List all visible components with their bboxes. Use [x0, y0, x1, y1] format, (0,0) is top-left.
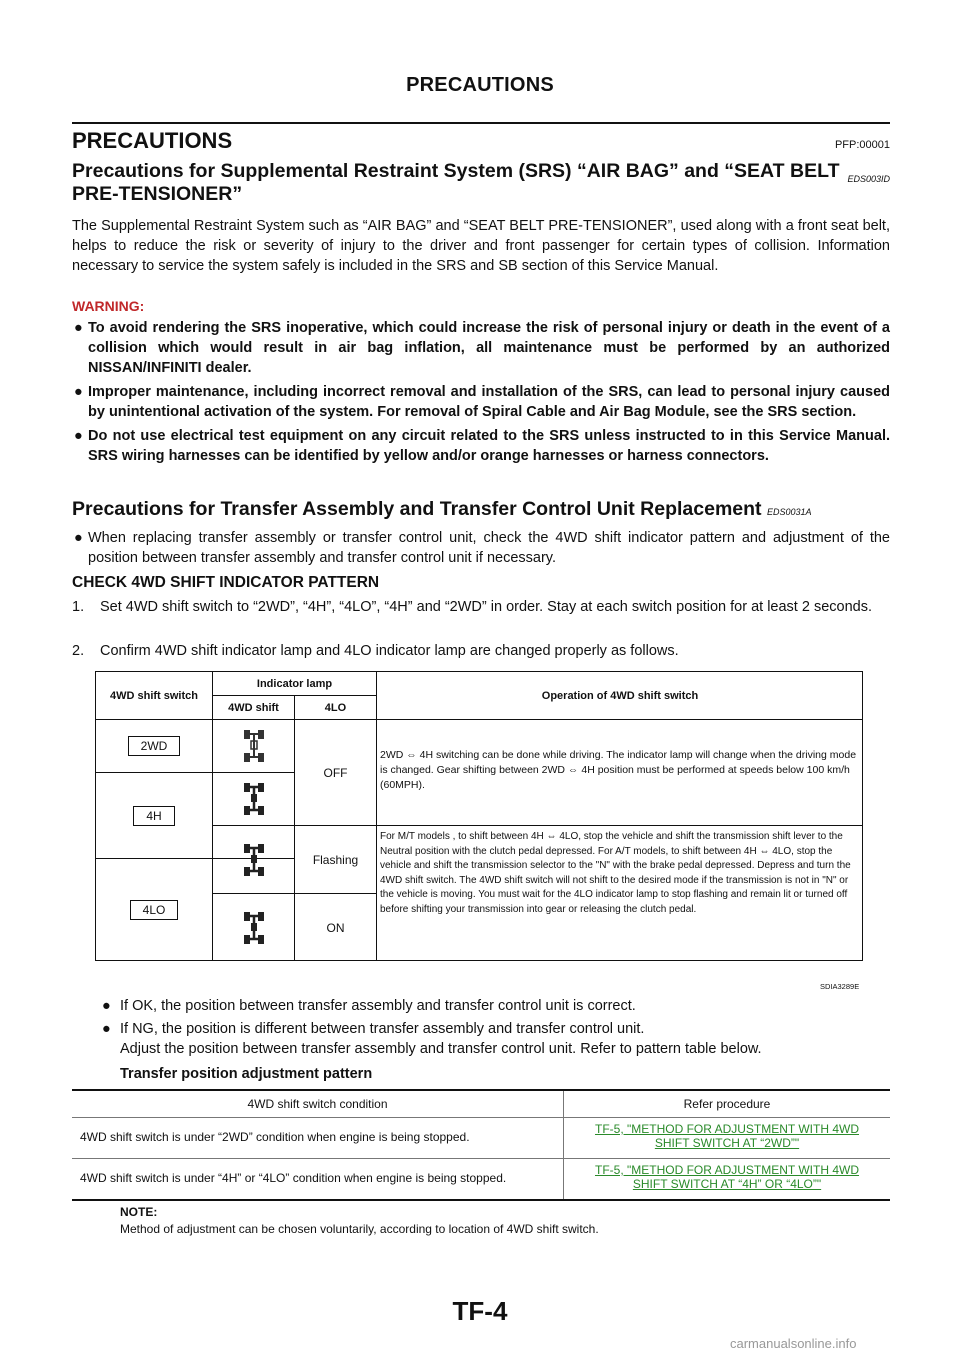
indicator-figure	[95, 671, 863, 961]
col-operation-header: Operation of 4WD shift switch	[377, 672, 863, 720]
col-condition-header: 4WD shift switch condition	[72, 1091, 564, 1117]
drivetrain-2wd-icon	[239, 726, 269, 766]
shift-icon-cell-1	[213, 720, 295, 773]
table-row	[72, 1159, 890, 1201]
switch-4h-cell	[96, 773, 213, 859]
srs-intro: The Supplemental Restraint System such as “AIR BAG” and “SEAT BELT PRE-TENSIONER”, used along with a front seat belt, helps to reduce the risk or severity of injury to the driver and front passenger for certain types of collision. Information necessary to service the system safely is included in the SRS and SB section of this Service Manual.	[72, 218, 890, 274]
srs-heading	[72, 160, 890, 206]
step-2: 2. Confirm 4WD shift indicator lamp and 4LO indicator lamp are changed properly as follows.	[72, 643, 679, 659]
warning-label: WARNING:	[72, 298, 145, 314]
transfer-list	[72, 528, 890, 568]
adjustment-header-row	[72, 1089, 890, 1118]
warning-item: ● Do not use electrical test equipment on any circuit related to the SRS unless instructed to in this Service Manual. SRS wiring harnesses can be identified by yellow and/or orange harnesses or harness connectors.	[74, 428, 890, 464]
switch-4lo-cell	[96, 859, 213, 961]
switch-label-2wd: 2WD	[128, 736, 181, 756]
transfer-heading	[72, 498, 890, 524]
refer-link-2wd[interactable]: TF-5, "METHOD FOR ADJUSTMENT WITH 4WD SHIFT SWITCH AT “2WD”"	[594, 1122, 860, 1150]
adjustment-title: Transfer position adjustment pattern	[120, 1066, 373, 1082]
drivetrain-4h-icon	[239, 779, 269, 819]
transfer-ref-code: EDS0031A	[766, 507, 812, 517]
lo-state-on: ON	[295, 894, 377, 961]
adjustment-table	[72, 1089, 890, 1201]
shift-icon-cell-4	[213, 894, 295, 961]
operation-text-2: For M/T models , to shift between 4H ⇔ 4LO, stop the vehicle and shift the transmission shift lever to the Neutral position with the clutch pedal depressed. For A/T models, to shift between 4H ⇔ 4LO, stop the vehicle and shift the transmission selector to the "N" with the brake pedal depressed. Depress and turn the 4WD shift switch. The 4WD shift switch will not shift to the desired mode if the transmission is not in "N" or the vehicle is moving. You must wait for the 4LO indicator lamp to stop flashing and remain lit or turned off before shifting your transmission into gear or releasing the clutch pedal.	[380, 831, 851, 915]
figure-code: SDIA3289E	[820, 982, 860, 991]
condition-cell: 4WD shift switch is under “2WD” condition when engine is being stopped.	[72, 1118, 564, 1158]
check-heading: CHECK 4WD SHIFT INDICATOR PATTERN	[72, 574, 380, 591]
shift-icon-cell-2	[213, 773, 295, 826]
warning-item: ● To avoid rendering the SRS inoperative, which could increase the risk of personal injury or death in the event of a collision which would result in air bag inflation, all maintenance must be performed by an authorized NISSAN/INFINITI dealer.	[74, 320, 890, 376]
note-text: Method of adjustment can be chosen voluntarily, according to location of 4WD shift switch.	[120, 1222, 599, 1236]
result-adjust: Adjust the position between transfer assembly and transfer control unit. Refer to pattern table below.	[120, 1041, 762, 1057]
section-title: PRECAUTIONS	[72, 128, 233, 153]
watermark: carmanualsonline.info	[730, 1336, 857, 1351]
srs-heading-text: Precautions for Supplemental Restraint System (SRS) “AIR BAG” and “SEAT BELT PRE-TENSIONER”	[72, 160, 840, 205]
col-refer-header: Refer procedure	[683, 1097, 771, 1111]
drivetrain-4lo-icon	[239, 908, 269, 948]
col-switch-header: 4WD shift switch	[96, 672, 213, 720]
transfer-bullet: ● When replacing transfer assembly or transfer control unit, check the 4WD shift indicator pattern and adjustment of the position between transfer assembly and transfer control unit if necessary.	[74, 530, 890, 566]
col-indicator-header: Indicator lamp	[213, 672, 377, 696]
transfer-heading-text: Precautions for Transfer Assembly and Transfer Control Unit Replacement	[72, 498, 762, 520]
result-ng: ● If NG, the position is different between transfer assembly and transfer control unit.	[102, 1021, 645, 1037]
col-lo-header: 4LO	[295, 696, 377, 720]
lo-state-flashing: Flashing	[295, 826, 377, 894]
drivetrain-4wd-icon	[239, 840, 269, 880]
switch-label-4h: 4H	[133, 806, 174, 826]
top-rule	[72, 122, 890, 124]
result-ok: ● If OK, the position between transfer assembly and transfer control unit is correct.	[102, 998, 636, 1014]
col-shift-header: 4WD shift	[213, 696, 295, 720]
lo-state-off: OFF	[295, 720, 377, 826]
refer-link-4h-4lo[interactable]: TF-5, "METHOD FOR ADJUSTMENT WITH 4WD SHIFT SWITCH AT “4H” OR “4LO”"	[594, 1163, 860, 1191]
warning-item: ● Improper maintenance, including incorrect removal and installation of the SRS, can lead to personal injury caused by unintentional activation of the system. For removal of Spiral Cable and Air Bag Module, see the SRS section.	[74, 384, 890, 420]
step-1: 1. Set 4WD shift switch to “2WD”, “4H”, “4LO”, “4H” and “2WD” in order. Stay at each switch position for at least 2 seconds.	[72, 599, 872, 615]
section-code: PFP:00001	[834, 139, 890, 151]
table-row	[72, 1118, 890, 1159]
srs-ref-code: EDS003ID	[847, 174, 890, 184]
running-head: PRECAUTIONS	[406, 74, 554, 96]
switch-2wd-cell	[96, 720, 213, 773]
section-heading	[72, 128, 890, 154]
shift-icon-cell-3	[213, 826, 295, 894]
warning-list	[72, 318, 890, 466]
operation-text-1: 2WD ⇔ 4H switching can be done while driving. The indicator lamp will change when the driving mode is changed. Gear shifting between 2WD ⇔ 4H position must be performed at speeds below 100 km/h (60MPH).	[377, 720, 863, 826]
condition-cell: 4WD shift switch is under “4H” or “4LO” condition when engine is being stopped.	[72, 1159, 564, 1199]
result-list	[102, 996, 890, 1059]
note-label: NOTE:	[120, 1205, 158, 1219]
switch-label-4lo: 4LO	[130, 900, 179, 920]
page-number: TF-4	[452, 1296, 508, 1326]
